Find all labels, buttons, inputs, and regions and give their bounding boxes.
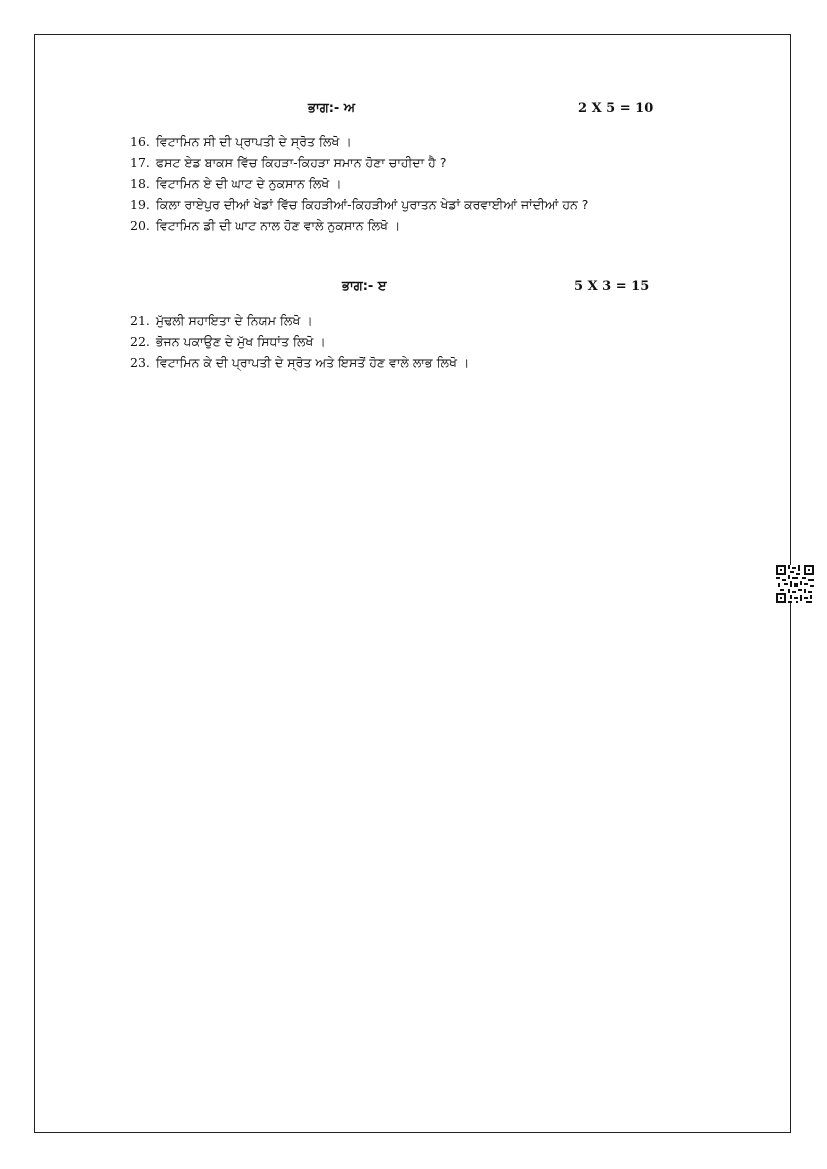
question-number: 20.	[130, 218, 150, 233]
question-number: 22.	[130, 334, 150, 349]
question-item	[130, 310, 469, 331]
question-text: ਵਿਟਾਮਿਨ ਡੀ ਦੀ ਘਾਟ ਨਾਲ ਹੋਣ ਵਾਲੇ ਨੁਕਸਾਨ ਲਿਖੋ ।	[155, 218, 401, 233]
question-number: 21.	[130, 313, 150, 328]
section-b-marks: 5 X 3 = 15	[574, 279, 650, 294]
question-text: ਵਿਟਾਮਿਨ ਸੀ ਦੀ ਪ੍ਰਾਪਤੀ ਦੇ ਸ੍ਰੋਤ ਲਿਖੋ ।	[155, 134, 352, 149]
question-text: ਵਿਟਾਮਿਨ ਏ ਦੀ ਘਾਟ ਦੇ ਨੁਕਸਾਨ ਲਿਖੋ ।	[155, 176, 342, 191]
question-number: 19.	[130, 197, 150, 212]
section-a-marks: 2 X 5 = 10	[578, 101, 654, 116]
question-text: ਵਿਟਾਮਿਨ ਕੇ ਦੀ ਪ੍ਰਾਪਤੀ ਦੇ ਸ੍ਰੋਤ ਅਤੇ ਇਸਤੋਂ ਹੋਣ ਵਾਲੇ ਲਾਭ ਲਿਖੋ ।	[155, 355, 470, 370]
question-number: 16.	[130, 134, 150, 149]
section-a-header: ਭਾਗ:- ਅ	[308, 101, 356, 116]
question-item	[130, 331, 469, 352]
section-b-questions	[130, 310, 469, 373]
question-number: 17.	[130, 155, 150, 170]
question-item	[130, 194, 588, 215]
section-a-questions	[130, 131, 588, 236]
question-item	[130, 173, 588, 194]
question-item	[130, 131, 588, 152]
question-text: ਕਿਲਾ ਰਾਏਪੁਰ ਦੀਆਂ ਖੇਡਾਂ ਵਿੱਚ ਕਿਹੜੀਆਂ-ਕਿਹੜੀਆਂ ਪੁਰਾਤਨ ਖੇਡਾਂ ਕਰਵਾਈਆਂ ਜਾਂਦੀਆਂ ਹਨ ?	[155, 197, 589, 212]
qr-code-icon	[776, 565, 814, 603]
question-number: 23.	[130, 355, 150, 370]
question-text: ਫਸਟ ਏਡ ਬਾਕਸ ਵਿੱਚ ਕਿਹੜਾ-ਕਿਹੜਾ ਸਮਾਨ ਹੋਣਾ ਚਾਹੀਦਾ ਹੈ ?	[155, 155, 447, 170]
question-item	[130, 152, 588, 173]
question-item	[130, 215, 588, 236]
section-b-header: ਭਾਗ:- ੲ	[342, 279, 387, 294]
question-text: ਭੋਜਨ ਪਕਾਉਣ ਦੇ ਮੁੱਖ ਸਿਧਾਂਤ ਲਿਖੋ ।	[155, 334, 326, 349]
question-item	[130, 352, 469, 373]
question-number: 18.	[130, 176, 150, 191]
question-text: ਮੁੱਢਲੀ ਸਹਾਇਤਾ ਦੇ ਨਿਯਮ ਲਿਖੋ ।	[155, 313, 313, 328]
